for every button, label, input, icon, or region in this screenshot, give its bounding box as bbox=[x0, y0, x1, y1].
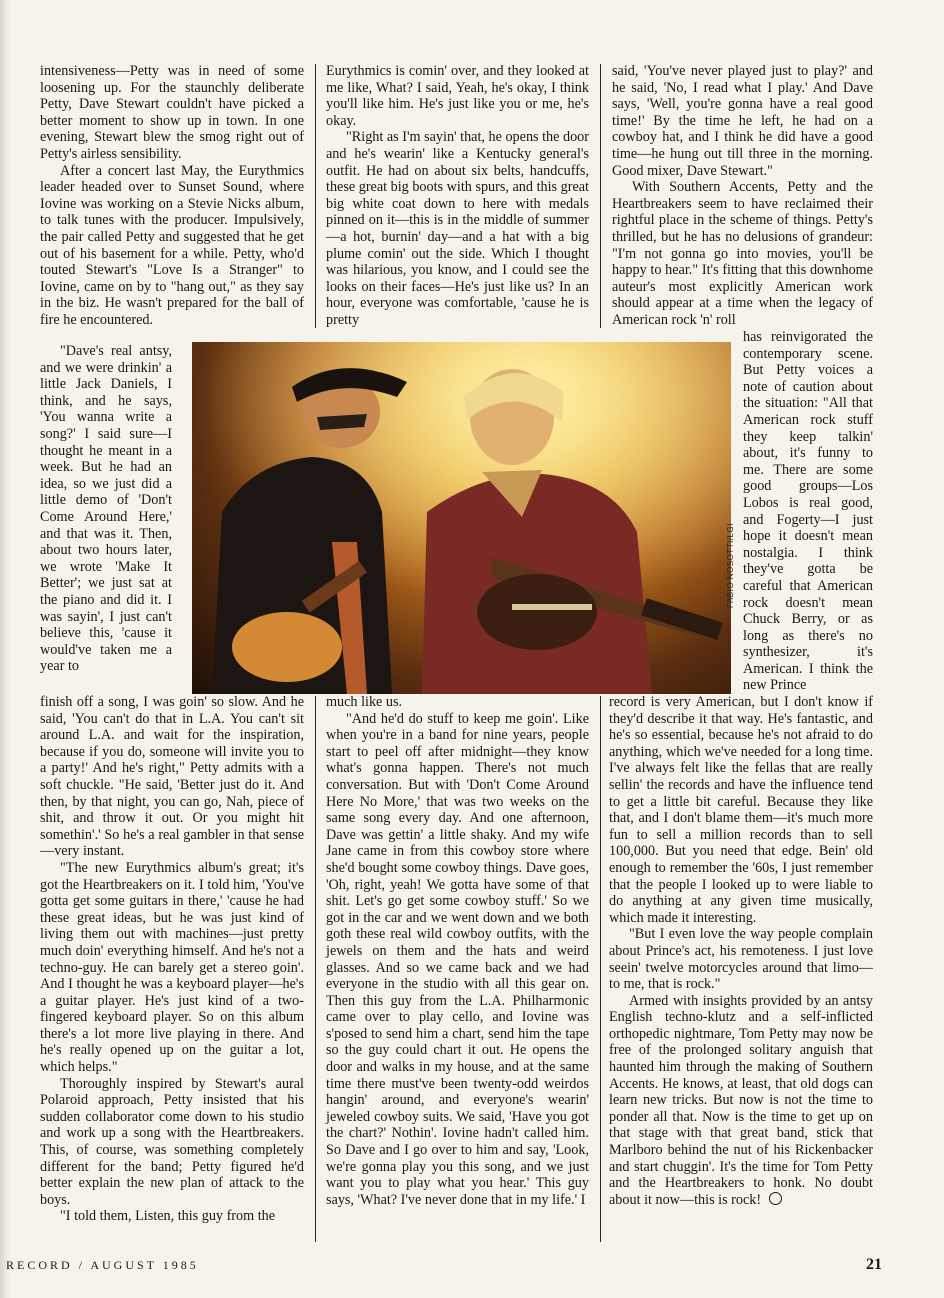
paragraph: "Dave's real antsy, and we were drinkin' a little Jack Daniels, I think, and he says, 'You wanna write a song?' I said sure—I thought he meant in a week. But he had an idea, so we just did a little demo of 'Don't Come Around Here,' and that was it. Then, about two hours later, we wrote 'Make It Better'; we just sat at the piano and did it. I was sayin', I just can't believe this, 'cause it would've taken me a year to bbox=[40, 343, 172, 675]
paragraph: After a concert last May, the Eurythmics leader headed over to Sunset Sound, where Iovine was working on a Stevie Nicks album, to talk tunes with the producer. Impulsively, the pair called Petty and suggested that he get out of his basement for a while. Petty, who'd touted Stewart's "Love Is a Stranger" to Iovine, came on by to "hang out," as they say in the biz. He wasn't prepared for the ball of fire he encountered. bbox=[40, 162, 304, 328]
paragraph: "But I even love the way people complain about Prince's act, his remoteness. I just love seein' twelve motorcycles around that limo—to me, that is rock." bbox=[609, 926, 873, 993]
paragraph: has reinvigorated the contemporary scene. But Petty voices a note of caution about the situation: "All that American rock stuff they keep talkin' about, it's funny to me. There are some good groups—Los Lobos is real good, and Fogerty—I just hope it doesn't mean nostalgia. I think they've gotta be careful that American rock doesn't mean Chuck Berry, or as long as there's no synthesizer, it's American. I think the new Prince bbox=[743, 329, 873, 694]
paragraph-text: Armed with insights provided by an antsy English techno-klutz and a self-inflicted orthopedic nightmare, Tom Petty may now be free of the prolonged solitary anguish that haunted him through the making of Southern Accents. He knows, at least, that old dogs can learn new tricks. But now is not the time to ponder all that. Now is the time to get up on that stage with that great band, stick that Marlboro behind the nut of his Rickenbacker and start chuggin'. It's the time for Tom Petty and the Heartbreakers to honk. No doubt about it now—this is rock! bbox=[609, 992, 873, 1208]
paragraph: "The new Eurythmics album's great; it's got the Heartbreakers on it. I told him, 'You've gotta get some guitars in there,' 'cause he had these great ideas, but he was just kind of living them out with machines—just pretty much doin' everything himself. And he's not a techno-guy. He can barely get a stereo goin'. And I thought he was a keyboard player—he's a guitar player. He's just kind of a two-fingered keyboard player. So on this album there's a lot more live playing in there. And he's really opened up on the guitar a lot, which helps." bbox=[40, 859, 304, 1076]
paragraph bbox=[609, 993, 873, 1209]
paragraph: record is very American, but I don't know if they'd describe it that way. He's fantastic, and he's so essential, because he's not afraid to do anything, which we've needed for a long time. I've always felt like the fellas that are really sellin' the records and have the influence tend to get a little bit careful. Because they like that, and I don't blame them—it's much more fun to sell a million records than to sell 100,000. But you need that edge. Bein' old enough to remember the '60s, I just remember that the people I looked up to were liable to do anything at any given time musically, which made it interesting. bbox=[609, 694, 873, 926]
concert-photo bbox=[192, 342, 731, 694]
magazine-footer: RECORD / AUGUST 1985 bbox=[6, 1258, 199, 1272]
end-mark-icon bbox=[769, 1192, 782, 1205]
paragraph: With Southern Accents, Petty and the Heartbreakers seem to have reclaimed their rightful place in the scheme of things. Petty's thrilled, but he has no delusions of grandeur: "I'm not gonna go into movies, you'll be happy to hear." It's fitting that this downhome auteur's most explicitly American work should appear at a time when the legacy of American rock 'n' roll bbox=[612, 179, 873, 328]
photo-credit: FABIO NOSOTTI/LGI bbox=[726, 523, 735, 608]
column-rule bbox=[315, 64, 316, 328]
paragraph: Thoroughly inspired by Stewart's aural Polaroid approach, Petty insisted that his sudden collaborator come down to his studio and work up a song with the Heartbreakers. This, of course, was something completely different for the band; Petty figured he'd better explain the new plan of attack to the boys. bbox=[40, 1075, 304, 1208]
page-edge bbox=[0, 0, 10, 1298]
column-rule bbox=[315, 696, 316, 1242]
column-1-bottom bbox=[40, 694, 304, 1225]
column-3-wrap bbox=[743, 329, 873, 694]
paragraph: finish off a song, I was goin' so slow. And he said, 'You can't do that in L.A. You can't sit around L.A. and wait for the inspiration, because if you do, someone will invite you to a party!' And he's right," Petty admits with a soft chuckle. "He said, 'Better just do it. And then, by that night, you can go, Nah, piece of shit, and throw it out. Or you might hit somethin'.' So he's a real gambler in that sense—very instant. bbox=[40, 694, 304, 860]
paragraph: "And he'd do stuff to keep me goin'. Like when you're in a band for nine years, people start to peel off after midnight—they know what's gonna happen. There's not much conversation. But with 'Don't Come Around Here No More,' that was two weeks on the same song every day. And one afternoon, Dave was gettin' a little shaky. And my wife Jane came in from this cowboy store where she'd bought some cowboy things. Dave goes, 'Oh, right, yeah! We gotta have some of that shit. Let's go get some cowboy stuff.' So we got in the car and we went down and we both goth these real wild cowboy outfits, with the jewels on them and the hats and weird glasses. And so we came back and we had everyone in the studio with all this gear on. Then this guy from the L.A. Philharmonic came over to play cello, and Iovine was s'posed to send him a chart, send him the tape so the guy could chart it out. He opens the door and walks in my house, and at the same time there must've been twenty-odd weirdos hangin' around, and everyone's wearin' jeweled cowboy suits. We said, 'Have you got the chart?' Nothin'. Iovine hadn't called him. So Dave and I go over to him and say, 'Look, we're gonna play you this song, and we just want you to play what you hear.' This guy says, 'What? I've never done that in my life.' I bbox=[326, 710, 589, 1208]
column-2-bottom bbox=[326, 694, 589, 1208]
paragraph: "I told them, Listen, this guy from the bbox=[60, 1208, 276, 1225]
column-3-bottom bbox=[609, 694, 873, 1208]
column-rule bbox=[600, 696, 601, 1242]
paragraph: intensiveness—Petty was in need of some loosening up. For the staunchly deliberate Petty, Dave Stewart couldn't have picked a better moment to show up in town. In one evening, Stewart blew the smog right out of Petty's airless sensibility. bbox=[40, 63, 304, 162]
paragraph: much like us. bbox=[326, 694, 403, 710]
paragraph: "Right as I'm sayin' that, he opens the door and he's wearin' like a Kentucky general's outfit. He had on about six belts, handcuffs, these great big boots with spurs, and this great big white coat down to here with medals pinned on it—this is in the middle of summer—a hot, burnin' day—and a hat with a big plume comin' out the side. Which I thought was hilarious, you know, and I could see the looks on their faces—He's just like us? In an hour, everyone was comfortable, 'cause he is pretty bbox=[326, 129, 589, 328]
paragraph: said, 'You've never played just to play?' and he said, 'No, I read what I play.' And Dave says, 'Well, you're gonna have a real good time!' By the time he left, he had on a cowboy hat, and I think he did have a good time—he hung out till three in the morning. Good mixer, Dave Stewart." bbox=[612, 63, 873, 179]
paragraph: Eurythmics is comin' over, and they looked at me like, What? I said, Yeah, he's okay, I think you'll like him. He's just like you or me, he's okay. bbox=[326, 63, 589, 129]
column-2-top bbox=[326, 63, 589, 329]
concert-photo-illustration bbox=[192, 342, 731, 694]
column-1-wrap bbox=[40, 343, 172, 675]
page-number: 21 bbox=[866, 1256, 882, 1273]
column-rule bbox=[600, 64, 601, 328]
column-3-top bbox=[612, 63, 873, 329]
column-1-top bbox=[40, 63, 304, 329]
